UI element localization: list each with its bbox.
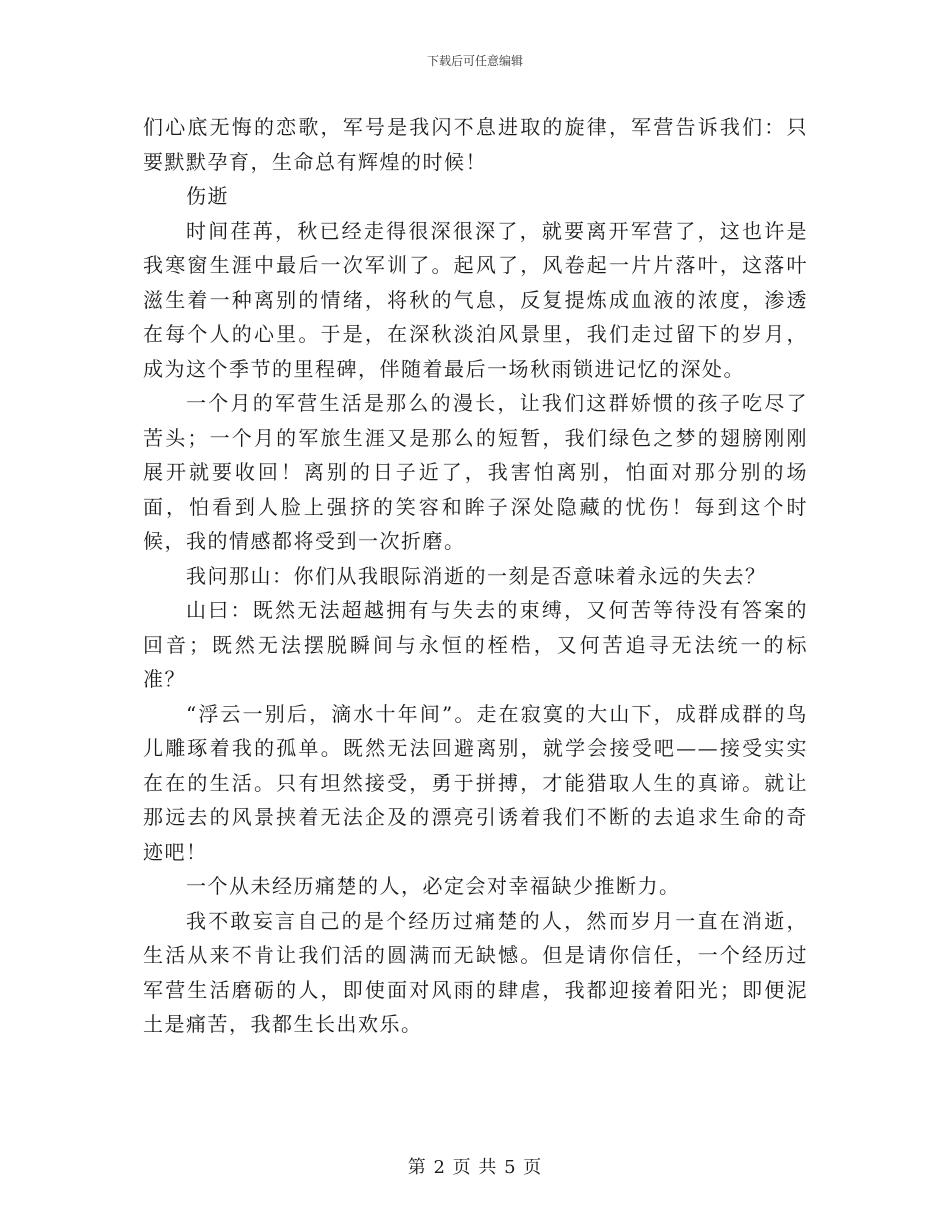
footer-suffix: 页 xyxy=(523,1157,543,1178)
paragraph: 山曰：既然无法超越拥有与失去的束缚，又何苦等待没有答案的回音；既然无法摆脱瞬间与永恒的桎梏，又何苦追寻无法统一的标准？ xyxy=(143,598,808,691)
page-header-note: 下载后可任意编辑 xyxy=(426,54,523,68)
paragraph: “浮云一别后，滴水十年间”。走在寂寞的大山下，成群成群的鸟儿雕琢着我的孤单。既然无法回避离别，就学会接受吧——接受实实在在的生活。只有坦然接受，勇于拼搏，才能猎取人生的真谛。就让那远去的风景挟着无法企及的漂亮引诱着我们不断的去追求生命的奇迹吧！ xyxy=(143,701,808,864)
footer-total-word: 共 xyxy=(478,1157,498,1178)
document-body xyxy=(143,110,808,1042)
section-heading: 伤逝 xyxy=(186,184,229,208)
footer-page-word: 页 xyxy=(452,1157,472,1178)
page-number-footer xyxy=(0,1153,950,1179)
paragraph-continuation: 们心底无悔的恋歌，军号是我闪不息进取的旋律，军营告诉我们：只要默默孕育，生命总有辉煌的时候！ xyxy=(143,115,808,174)
footer-prefix: 第 xyxy=(407,1157,427,1178)
footer-total-pages: 5 xyxy=(504,1157,517,1178)
footer-current-page: 2 xyxy=(433,1157,446,1178)
paragraph: 我问那山：你们从我眼际消逝的一刻是否意味着永远的失去？ xyxy=(186,563,767,588)
paragraph: 一个从未经历痛楚的人，必定会对幸福缺少推断力。 xyxy=(186,874,681,898)
paragraph: 我不敢妄言自己的是个经历过痛楚的人，然而岁月一直在消逝，生活从来不肯让我们活的圆满而无缺憾。但是请你信任，一个经历过军营生活磨砺的人，即使面对风雨的肆虐，我都迎接着阳光；即便泥土是痛苦，我都生长出欢乐。 xyxy=(143,908,808,1036)
paragraph: 一个月的军营生活是那么的漫长，让我们这群娇惯的孩子吃尽了苦头；一个月的军旅生涯又是那么的短暂，我们绿色之梦的翅膀刚刚展开就要收回！离别的日子近了，我害怕离别，怕面对那分别的场面，怕看到人脸上强挤的笑容和眸子深处隐藏的忧伤！每到这个时候，我的情感都将受到一次折磨。 xyxy=(143,391,808,553)
paragraph: 时间荏苒，秋已经走得很深很深了，就要离开军营了，这也许是我寒窗生涯中最后一次军训了。起风了，风卷起一片片落叶，这落叶滋生着一种离别的情绪，将秋的气息，反复提炼成血液的浓度，渗透在每个人的心里。于是，在深秋淡泊风景里，我们走过留下的岁月，成为这个季节的里程碑，伴随着最后一场秋雨锁进记忆的深处。 xyxy=(143,218,808,381)
